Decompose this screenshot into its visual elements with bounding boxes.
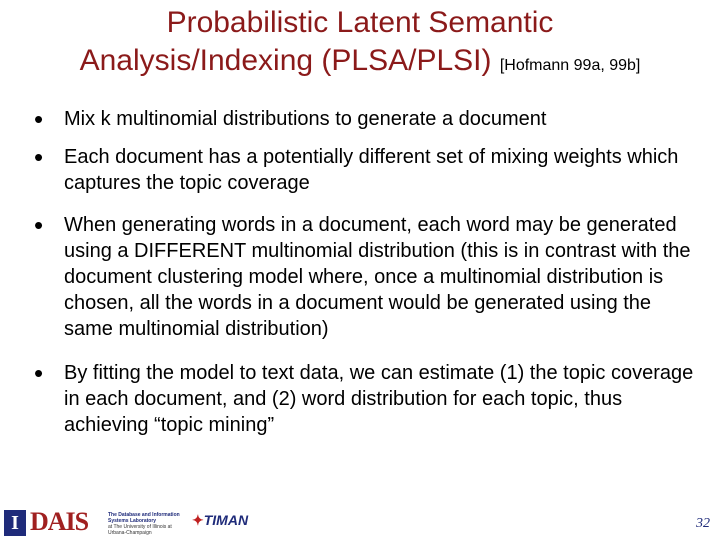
title-citation: [Hofmann 99a, 99b] — [499, 57, 641, 74]
page-number: 32 — [696, 516, 710, 531]
bullet-list — [34, 106, 694, 438]
bullet-dot-icon: • — [34, 210, 44, 240]
lab-name: The Database and Information Systems Laboratory — [108, 512, 180, 524]
bullet-dot-icon: • — [34, 142, 44, 172]
bullet-item — [34, 144, 694, 196]
title-main: Analysis/Indexing (PLSA/PLSI) — [79, 44, 492, 77]
bullet-item — [34, 212, 694, 342]
slide-footer — [0, 504, 720, 540]
title-line-2 — [0, 42, 720, 85]
timan-logo — [192, 512, 248, 529]
bullet-item — [34, 360, 694, 438]
bullet-text: Mix k multinomial distributions to generate a document — [64, 108, 547, 130]
bullet-item — [34, 106, 694, 132]
bullet-text: Each document has a potentially different set of mixing weights which captures the topic coverage — [64, 146, 679, 194]
slide-title — [0, 4, 720, 85]
dais-logo: DAIS — [30, 507, 89, 536]
bullet-text: By fitting the model to text data, we can estimate (1) the topic coverage in each document, and (2) word distribution for each topic, thus achieving “topic mining” — [64, 362, 694, 436]
timan-text: TIMAN — [203, 512, 249, 528]
bullet-text: When generating words in a document, each word may be generated using a DIFFERENT multinomial distribution (this is in contrast with the document clustering model where, once a multinomial distribution is chosen, all the words in a document would be generated using the same multinomial distribution) — [64, 214, 691, 340]
lab-subtitle: at The University of Illinois at Urbana-Champaign — [108, 524, 172, 536]
bullet-dot-icon: • — [34, 104, 44, 134]
bullet-dot-icon: • — [34, 358, 44, 388]
timan-star-icon: ✦ — [192, 512, 204, 528]
title-line-1: Probabilistic Latent Semantic — [166, 6, 554, 39]
illinois-i-logo: I — [4, 510, 26, 536]
lab-caption — [108, 512, 188, 536]
